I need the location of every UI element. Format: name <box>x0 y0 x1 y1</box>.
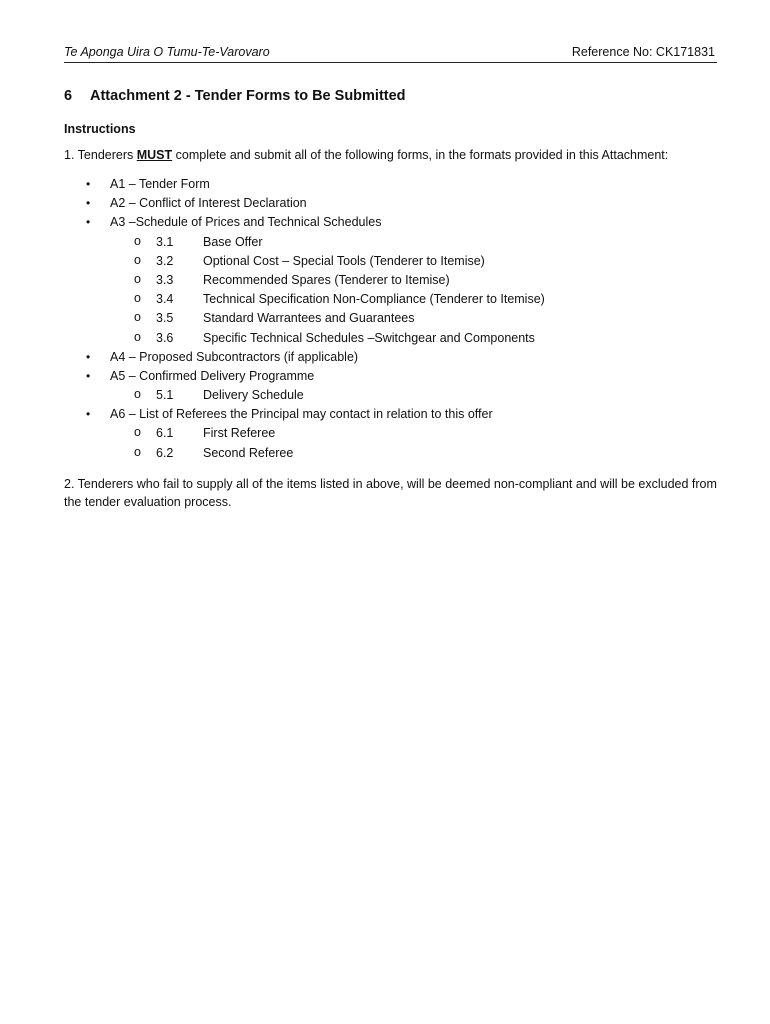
sub-list-item <box>0 387 770 406</box>
hollow-bullet-icon: o <box>134 291 141 306</box>
sub-item-text: Second Referee <box>203 445 294 460</box>
sub-item-number: 6.2 <box>156 445 174 460</box>
sub-item-number: 5.1 <box>156 388 174 403</box>
section-title: Attachment 2 - Tender Forms to Be Submitted <box>90 88 406 104</box>
sub-item-text: Optional Cost – Special Tools (Tenderer to Itemise) <box>203 253 485 268</box>
sub-item-text: Specific Technical Schedules –Switchgear and Components <box>203 330 535 345</box>
hollow-bullet-icon: o <box>134 329 141 344</box>
hollow-bullet-icon: o <box>134 387 141 402</box>
list-item <box>0 368 770 387</box>
sub-list-item <box>0 291 770 310</box>
sub-item-text: First Referee <box>203 426 276 441</box>
instructions-label: Instructions <box>64 122 136 136</box>
sub-list-item <box>0 234 770 253</box>
bullet-icon: • <box>86 196 91 211</box>
sub-item-number: 3.1 <box>156 234 174 249</box>
list-item <box>0 176 770 195</box>
sub-item-text: Standard Warrantees and Guarantees <box>203 311 415 326</box>
list-item <box>0 406 770 425</box>
sub-item-number: 3.6 <box>156 330 174 345</box>
paragraph1-suffix: complete and submit all of the following forms, in the formats provided in this Attachment: <box>172 148 669 162</box>
sub-list-item <box>0 310 770 329</box>
list-item-text: A4 – Proposed Subcontractors (if applicable) <box>110 349 359 364</box>
hollow-bullet-icon: o <box>134 233 141 248</box>
sub-item-number: 3.3 <box>156 272 174 287</box>
hollow-bullet-icon: o <box>134 271 141 286</box>
bullet-icon: • <box>86 407 91 422</box>
sub-item-text: Base Offer <box>203 234 263 249</box>
bullet-icon: • <box>86 368 91 383</box>
list-item <box>0 214 770 233</box>
sub-item-number: 3.2 <box>156 253 174 268</box>
header-organization: Te Aponga Uira O Tumu-Te-Varovaro <box>64 45 270 59</box>
sub-item-text: Delivery Schedule <box>203 388 304 403</box>
page-header <box>64 44 717 63</box>
sub-list-item <box>0 330 770 349</box>
list-item-text: A2 – Conflict of Interest Declaration <box>110 196 307 211</box>
list-item-text: A3 –Schedule of Prices and Technical Schedules <box>110 215 382 230</box>
hollow-bullet-icon: o <box>134 310 141 325</box>
sub-item-text: Recommended Spares (Tenderer to Itemise) <box>203 272 450 287</box>
sub-list-item <box>0 445 770 464</box>
instruction-paragraph-2: 2. Tenderers who fail to supply all of the items listed in above, will be deemed non-compliant and will be excluded from the tender evaluation process. <box>64 477 717 509</box>
instruction-paragraph-1 <box>64 146 724 164</box>
hollow-bullet-icon: o <box>134 425 141 440</box>
sub-item-text: Technical Specification Non-Compliance (Tenderer to Itemise) <box>203 292 545 307</box>
section-number: 6 <box>64 88 73 104</box>
sub-list-item <box>0 272 770 291</box>
list-item <box>0 195 770 214</box>
sub-item-number: 3.5 <box>156 311 174 326</box>
header-reference-number: Reference No: CK171831 <box>571 45 715 59</box>
list-item <box>0 349 770 368</box>
list-item-text: A6 – List of Referees the Principal may contact in relation to this offer <box>110 407 493 422</box>
list-item-text: A5 – Confirmed Delivery Programme <box>110 368 315 383</box>
hollow-bullet-icon: o <box>134 444 141 459</box>
section-heading <box>64 88 406 104</box>
sub-list-item <box>0 253 770 272</box>
hollow-bullet-icon: o <box>134 252 141 267</box>
sub-list-item <box>0 425 770 444</box>
bullet-icon: • <box>86 177 91 191</box>
paragraph1-emphasis: MUST <box>136 148 173 162</box>
forms-list <box>0 176 770 464</box>
sub-item-number: 3.4 <box>156 292 174 307</box>
bullet-icon: • <box>86 349 91 364</box>
paragraph1-prefix: 1. Tenderers <box>64 148 137 162</box>
sub-item-number: 6.1 <box>156 426 174 441</box>
list-item-text: A1 – Tender Form <box>110 177 210 191</box>
bullet-icon: • <box>86 215 91 230</box>
